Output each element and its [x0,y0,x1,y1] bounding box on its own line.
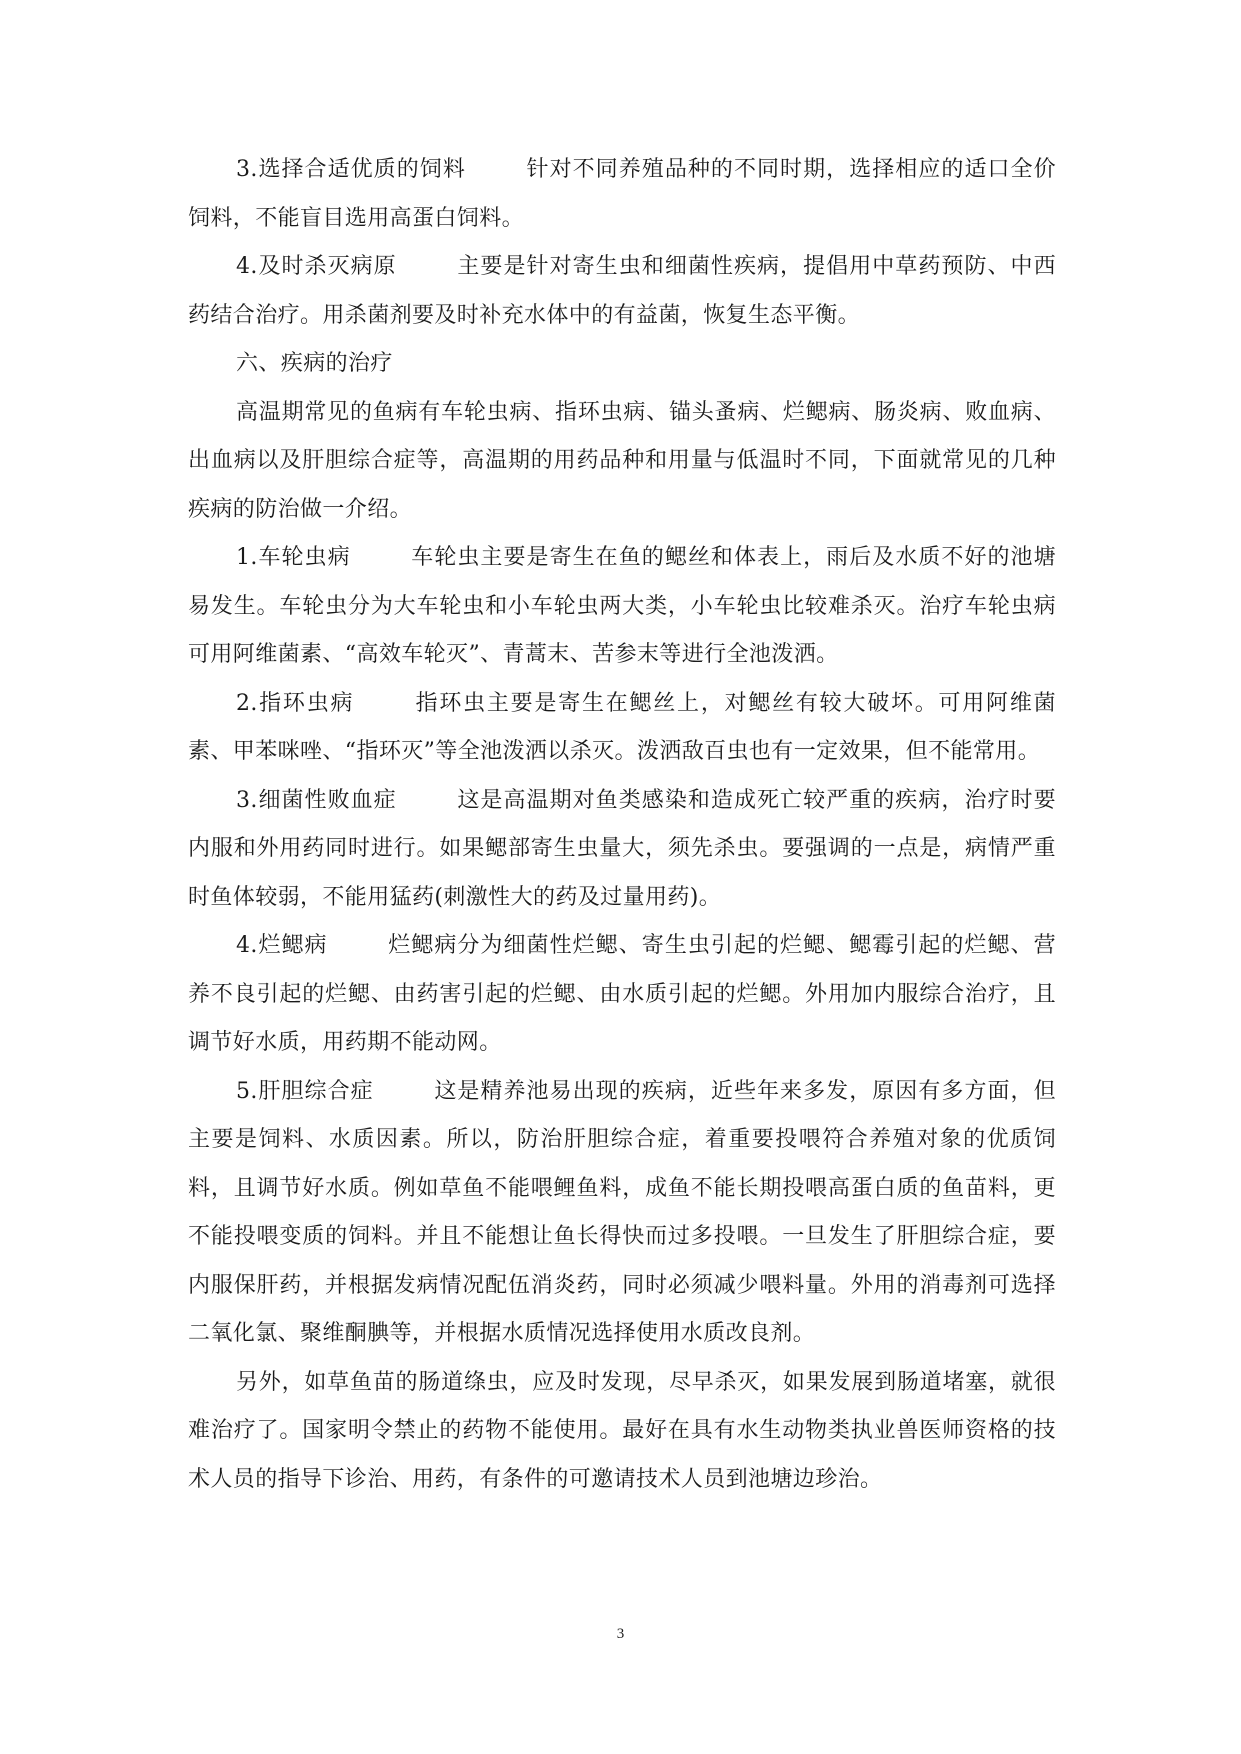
paragraph-text: 针对不同养殖品种的不同时期，选择相应的适口全价饲料，不能盲目选用高蛋白饲料。 [188,157,1056,231]
paragraph-text: 这是精养池易出现的疾病，近些年来多发，原因有多方面，但主要是饲料、水质因素。所以，防治肝胆综合症，着重要投喂符合养殖对象的优质饲料，且调节好水质。例如草鱼不能喂鲤鱼料，成鱼不能长期投喂高蛋白质的鱼苗料，更不能投喂变质的饲料。并且不能想让鱼长得快而过多投喂。一旦发生了肝胆综合症，要内服保肝药，并根据发病情况配伍消炎药，同时必须减少喂料量。外用的消毒剂可选择二氧化氯、聚维酮腆等，并根据水质情况选择使用水质改良剂。 [188,1078,1056,1346]
paragraph-additional [188,1359,1056,1505]
paragraph-septicemia [188,777,1056,923]
paragraph-heading: 5.肝胆综合症 [236,1078,374,1104]
paragraph-heading: 2.指环虫病 [236,690,355,716]
page-number: 3 [616,1626,625,1642]
paragraph-text: 指环虫主要是寄生在鳃丝上，对鳃丝有较大破坏。可用阿维菌素、甲苯咪唑、“指环灭”等全池泼洒以杀灭。泼洒敌百虫也有一定效果，但不能常用。 [188,690,1056,764]
paragraph-text: 这是高温期对鱼类感染和造成死亡较严重的疾病，治疗时要内服和外用药同时进行。如果鳃部寄生虫量大，须先杀虫。要强调的一点是，病情严重时鱼体较弱，不能用猛药(刺激性大的药及过量用药)。 [188,787,1056,910]
paragraph-text: 另外，如草鱼苗的肠道绦虫，应及时发现，尽早杀灭，如果发展到肠道堵塞，就很难治疗了。国家明令禁止的药物不能使用。最好在具有水生动物类执业兽医师资格的技术人员的指导下诊治、用药，有条件的可邀请技术人员到池塘边珍治。 [188,1369,1056,1492]
paragraph-feed-selection [188,146,1056,243]
section-heading-treatment [188,340,1056,389]
paragraph-text: 烂鳃病分为细菌性烂鳃、寄生虫引起的烂鳃、鳃霉引起的烂鳃、营养不良引起的烂鳃、由药害引起的烂鳃、由水质引起的烂鳃。外用加内服综合治疗，且调节好水质，用药期不能动网。 [188,933,1056,1055]
paragraph-intro [188,389,1056,535]
paragraph-text: 车轮虫主要是寄生在鱼的鳃丝和体表上，雨后及水质不好的池塘易发生。车轮虫分为大车轮虫和小车轮虫两大类，小车轮虫比较难杀灭。治疗车轮虫病可用阿维菌素、“高效车轮灭”、青蒿末、苦参末等进行全池泼洒。 [188,545,1057,667]
paragraph-heading: 3.选择合适优质的饲料 [236,157,466,182]
paragraph-trichodina [188,534,1056,680]
paragraph-text: 高温期常见的鱼病有车轮虫病、指环虫病、锚头蚤病、烂鳃病、肠炎病、败血病、出血病以及肝胆综合症等，高温期的用药品种和用量与低温时不同，下面就常见的几种疾病的防治做一介绍。 [188,399,1056,522]
paragraph-text: 主要是针对寄生虫和细菌性疾病，提倡用中草药预防、中西药结合治疗。用杀菌剂要及时补充水体中的有益菌，恢复生态平衡。 [188,254,1056,328]
paragraph-liver-gallbladder [188,1068,1056,1359]
section-heading-text: 六、疾病的治疗 [236,351,393,376]
paragraph-gill-rot [188,922,1056,1068]
document-page [188,146,1056,1504]
paragraph-heading: 3.细菌性败血症 [236,787,397,813]
paragraph-heading: 1.车轮虫病 [236,545,351,570]
paragraph-kill-pathogens [188,243,1056,340]
paragraph-heading: 4.及时杀灭病原 [236,254,397,279]
paragraph-dactylogyrus [188,680,1056,777]
paragraph-heading: 4.烂鳃病 [236,933,328,958]
